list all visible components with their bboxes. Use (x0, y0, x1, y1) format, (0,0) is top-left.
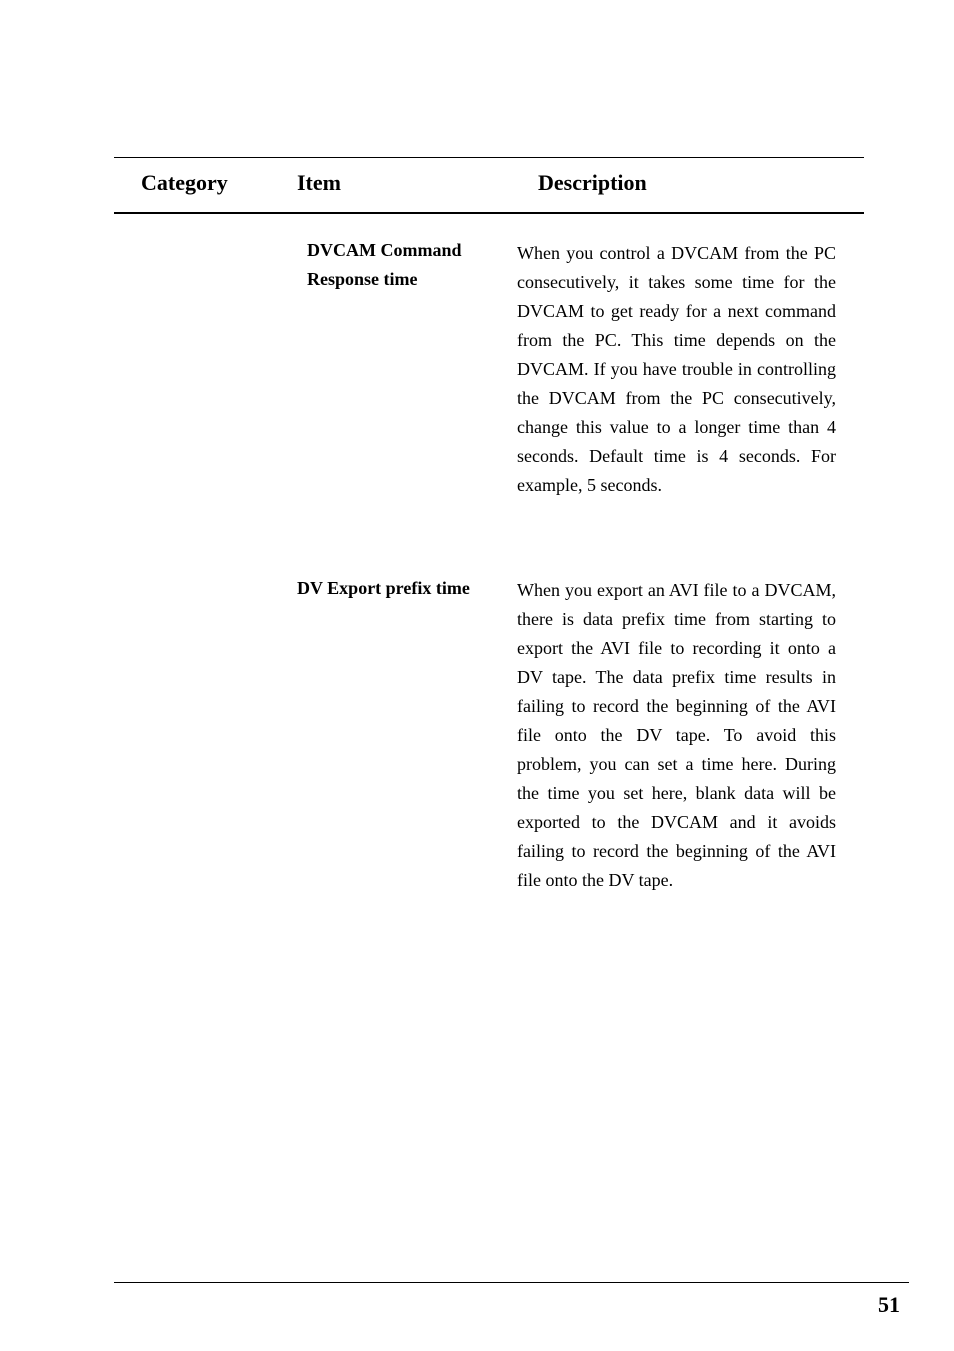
footer-rule (114, 1282, 909, 1283)
description-dvcam-command-response-time: When you control a DVCAM from the PC consecutively, it takes some time for the DVCAM to get ready for a next command from the PC. This time depends on the DVCAM. If you have trouble in controlling the DVCAM from the PC consecutively, change this value to a longer time than 4 seconds. Default time is 4 seconds. For example, 5 seconds. (517, 243, 836, 495)
item-dvcam-command-response-time (307, 236, 462, 294)
header-category: Category (141, 170, 228, 195)
item-dv-export-prefix-time (297, 574, 470, 603)
table-header-rule (114, 212, 864, 214)
item-label-line: DV Export prefix time (297, 578, 470, 598)
table-top-rule (114, 157, 864, 158)
page-number: 51 (878, 1292, 900, 1317)
header-description: Description (538, 170, 647, 195)
item-label-line: DVCAM Command (307, 240, 462, 260)
description-dv-export-prefix-time: When you export an AVI file to a DVCAM, there is data prefix time from starting to export the AVI file to recording it onto a DV tape. The data prefix time results in failing to record the beginning of the AVI file onto the DV tape. To avoid this problem, you can set a time here. During the time you set here, blank data will be exported to the DVCAM and it avoids failing to record the beginning of the AVI file onto the DV tape. (517, 580, 836, 890)
header-item: Item (297, 170, 341, 195)
item-label-line: Response time (307, 269, 418, 289)
